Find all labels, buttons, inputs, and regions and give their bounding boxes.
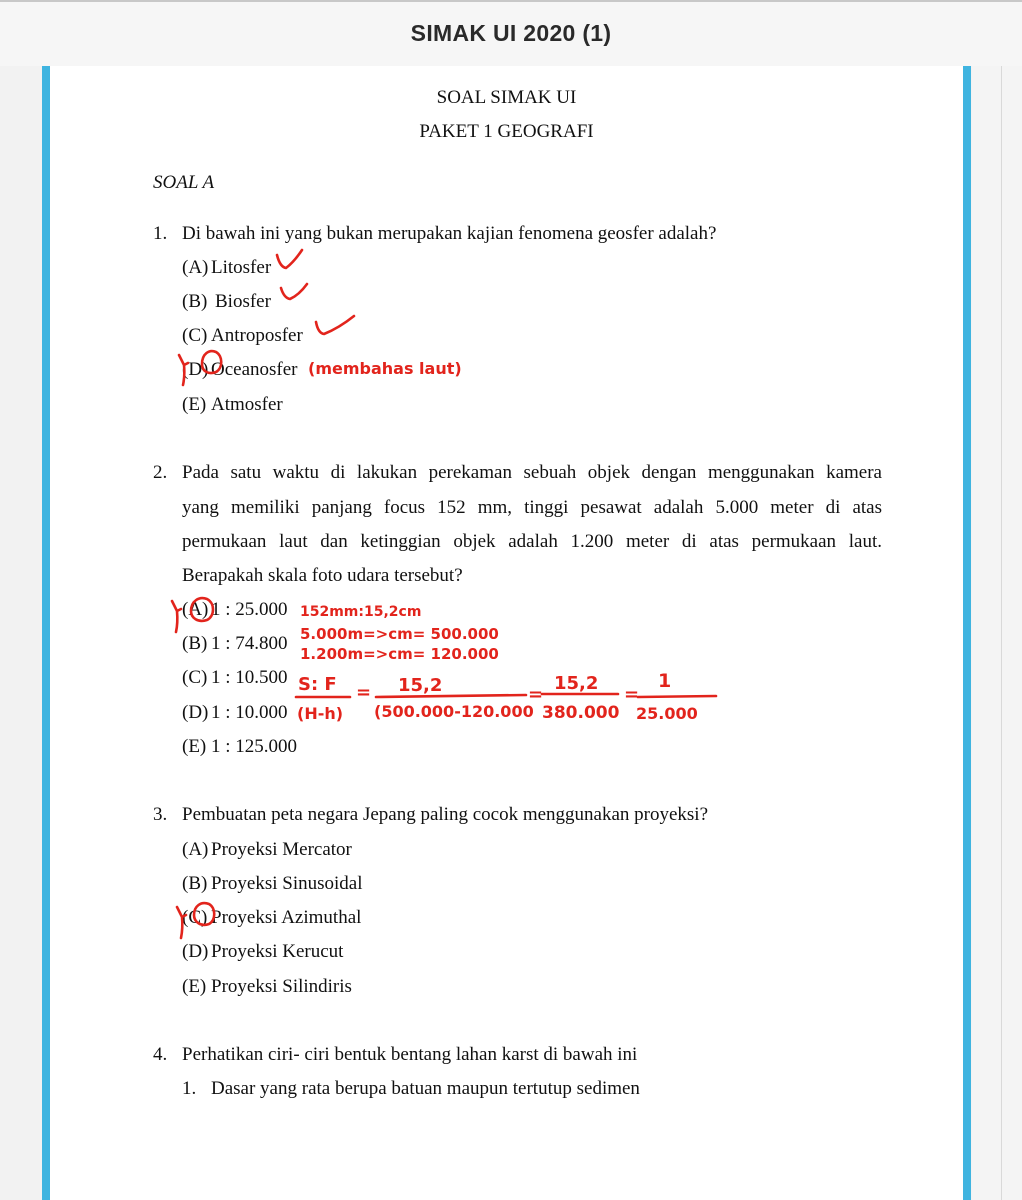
option-text: 1 : 125.000 [211, 736, 298, 757]
question-text-line: yang memiliki panjang focus 152 mm, tinggi pesawat adalah 5.000 meter di atas [182, 497, 882, 518]
option-text: Proyeksi Silindiris [211, 976, 352, 997]
option-text: Proyeksi Mercator [211, 839, 352, 860]
document-page [50, 66, 963, 1200]
option-label: (D) [182, 702, 209, 723]
option-label: (B) [182, 873, 208, 894]
doc-subheading: PAKET 1 GEOGRAFI [419, 121, 594, 142]
option-label: (D) [182, 941, 209, 962]
fraction-denominator: 380.000 [542, 703, 620, 723]
sub-item-number: 1. [182, 1078, 197, 1099]
option-label: (B) [182, 291, 208, 312]
check-mark-icon [316, 316, 354, 334]
question-number: 4. [153, 1044, 168, 1065]
equals-sign: = [356, 682, 372, 703]
section-label: SOAL A [153, 172, 215, 193]
fraction-denominator: (500.000-120.000 [374, 702, 534, 721]
option-label: (A) [182, 257, 209, 278]
sub-item-text: Dasar yang rata berupa batuan maupun tertutup sedimen [211, 1078, 640, 1099]
option-text: Biosfer [215, 291, 271, 312]
option-text: Atmosfer [211, 394, 283, 415]
equals-sign: = [528, 684, 544, 705]
check-mark-icon [281, 284, 307, 299]
question-number: 3. [153, 804, 168, 825]
fraction-numerator: S: F [298, 674, 337, 695]
option-label: (D) [182, 359, 209, 380]
option-text: Oceanosfer [211, 359, 298, 380]
option-label: (E) [182, 736, 207, 757]
question-text: Di bawah ini yang bukan merupakan kajian fenomena geosfer adalah? [182, 223, 717, 244]
check-mark-icon [277, 250, 302, 268]
doc-heading: SOAL SIMAK UI [436, 87, 577, 108]
option-text: Litosfer [211, 257, 272, 278]
option-text: 1 : 74.800 [211, 633, 288, 654]
option-label: (C) [182, 907, 208, 928]
document-title: SIMAK UI 2020 (1) [410, 20, 612, 46]
option-text: 1 : 25.000 [211, 599, 288, 620]
question-number: 2. [153, 462, 168, 483]
fraction-numerator: 1 [658, 670, 672, 692]
option-text: 1 : 10.000 [211, 702, 288, 723]
option-label: (A) [182, 599, 209, 620]
option-text: Proyeksi Sinusoidal [211, 873, 363, 894]
question-text: Perhatikan ciri- ciri bentuk bentang lahan karst di bawah ini [182, 1044, 638, 1065]
work-line: 5.000m=>cm= 500.000 [300, 625, 499, 643]
fraction-denominator: (H-h) [297, 704, 344, 723]
question-number: 1. [153, 223, 168, 244]
option-text: Proyeksi Azimuthal [211, 907, 362, 928]
title-bar [0, 0, 1022, 66]
right-page-border [963, 66, 971, 1200]
option-label: (B) [182, 633, 208, 654]
work-line: 1.200m=>cm= 120.000 [300, 645, 499, 663]
option-label: (A) [182, 839, 209, 860]
option-label: (C) [182, 325, 208, 346]
option-label: (E) [182, 976, 207, 997]
answer-note: (membahas laut) [308, 359, 462, 378]
option-text: 1 : 10.500 [211, 667, 288, 688]
option-text: Proyeksi Kerucut [211, 941, 344, 962]
question-text-line: Berapakah skala foto udara tersebut? [182, 565, 463, 586]
question-text: Pembuatan peta negara Jepang paling cocok menggunakan proyeksi? [182, 804, 709, 825]
question-text-line: Pada satu waktu di lakukan perekaman sebuah objek dengan menggunakan kamera [182, 462, 882, 483]
fraction-numerator: 15,2 [398, 675, 443, 696]
fraction-denominator: 25.000 [636, 704, 698, 723]
equals-sign: = [624, 684, 640, 705]
scroll-gutter[interactable] [972, 66, 1022, 1200]
option-text: Antroposfer [211, 325, 303, 346]
work-line: 152mm:15,2cm [300, 604, 422, 620]
question-text-line: permukaan laut dan ketinggian objek adalah 1.200 meter di atas permukaan laut. [182, 531, 882, 552]
fraction-bar [376, 695, 526, 697]
fraction-bar [638, 696, 716, 697]
left-page-border [42, 66, 50, 1200]
answer-slash-icon [172, 601, 181, 632]
option-label: (E) [182, 394, 207, 415]
option-label: (C) [182, 667, 208, 688]
fraction-numerator: 15,2 [554, 673, 599, 694]
